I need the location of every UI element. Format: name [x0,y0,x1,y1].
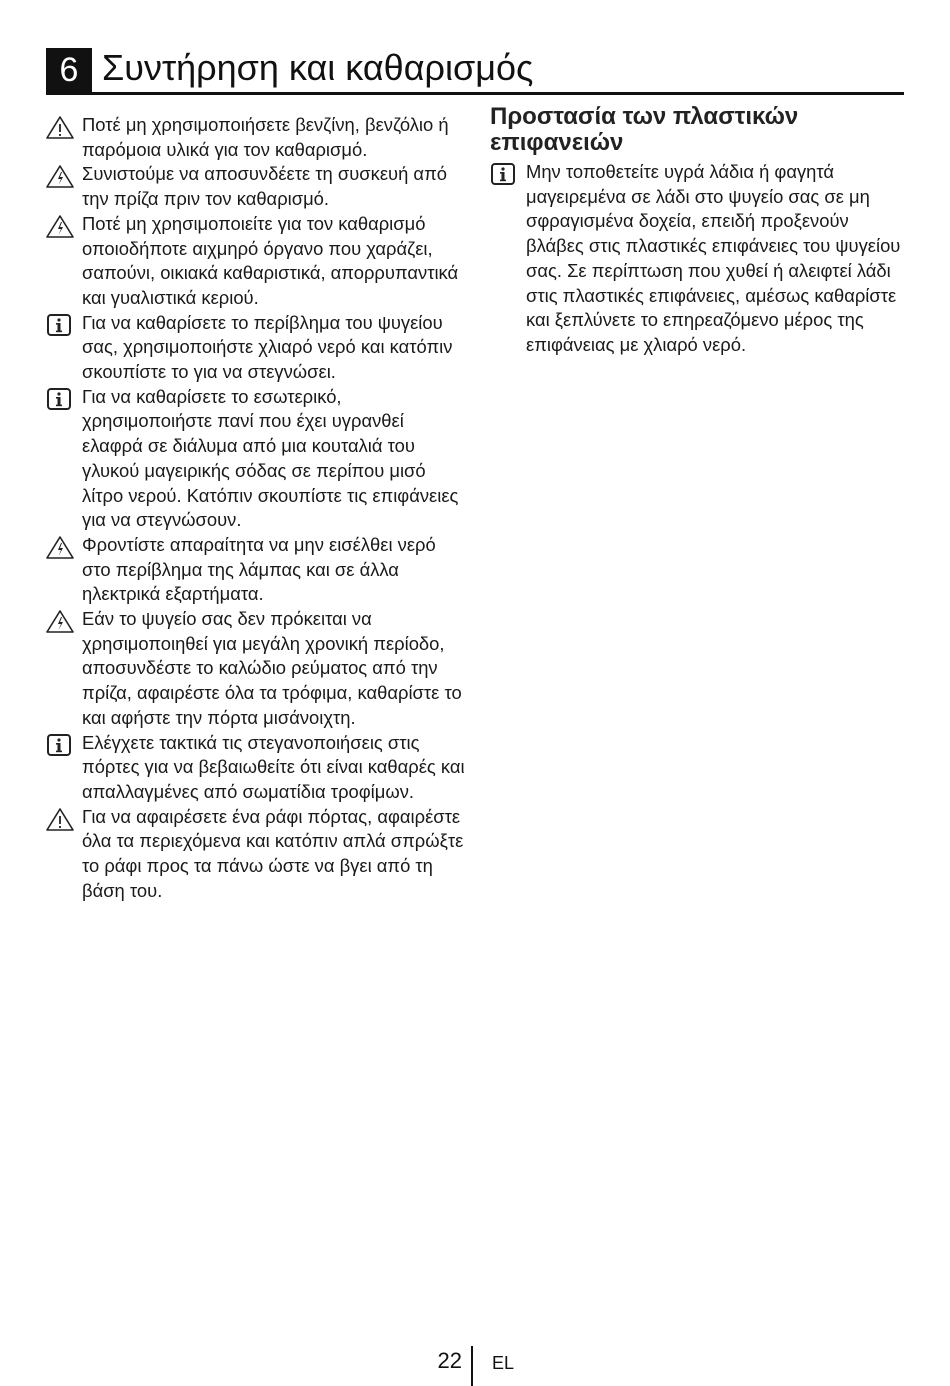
list-item [46,533,466,607]
list-item [46,607,466,731]
electrical-hazard-icon [46,164,74,188]
warning-triangle-icon [46,115,74,139]
electrical-hazard-icon [46,609,74,633]
list-item-text: Για να αφαιρέσετε ένα ράφι πόρτας, αφαιρέστε όλα τα περιεχόμενα και κατόπιν απλά σπρώξτε το ράφι προς τα πάνω ώστε να βγει από τη βάση του. [82,805,464,901]
page-number: 22 [437,1348,462,1373]
list-item-text: Για να καθαρίσετε το περίβλημα του ψυγείου σας, χρησιμοποιήστε χλιαρό νερό και κατόπιν σκουπίστε το για να στεγνώσει. [82,311,453,383]
chapter-title: Συντήρηση και καθαρισμός [102,47,534,88]
list-item-text: Ποτέ μη χρησιμοποιήσετε βενζίνη, βενζόλιο ή παρόμοια υλικά για τον καθαρισμό. [82,114,449,160]
list-item-text: Μην τοποθετείτε υγρά λάδια ή φαγητά μαγειρεμένα σε λάδι στο ψυγείο σας σε μη σφραγισμένα δοχεία, επειδή προξενούν βλάβες στις πλαστικές επιφάνειες του ψυγείου σας. Σε περίπτωση που χυθεί ή αλειφτεί λάδι στις πλαστικές επιφάνειες, αμέσως καθαρίστε και ξεπλύνετε το επηρεαζόμενο μέρος της επιφάνειας με χλιαρό νερό. [526,161,901,355]
chapter-header [46,48,904,95]
list-item [46,162,466,211]
electrical-hazard-icon [46,214,74,238]
info-icon [490,162,518,186]
language-code: EL [492,1353,515,1373]
warning-triangle-icon [46,807,74,831]
info-icon [46,387,74,411]
list-item [46,113,466,162]
list-item [46,385,466,533]
list-item [46,731,466,805]
section-title: Προστασία των πλαστικών επιφανειών [490,103,799,156]
left-column [46,113,466,904]
list-item [46,311,466,385]
list-item-text: Εάν το ψυγείο σας δεν πρόκειται να χρησιμοποιηθεί για μεγάλη χρονική περίοδο, αποσυνδέστε το καλώδιο ρεύματος από την πρίζα, αφαιρέστε όλα τα τρόφιμα, καθαρίστε το και αφήστε την πόρτα μισάνοιχτη. [82,608,462,728]
list-item-text: Συνιστούμε να αποσυνδέετε τη συσκευή από την πρίζα πριν τον καθαρισμό. [82,163,447,210]
footer-divider [471,1346,473,1386]
list-item-text: Ποτέ μη χρησιμοποιείτε για τον καθαρισμό οποιοδήποτε αιχμηρό όργανο που χαράζει, σαπούνι, οικιακά καθαριστικά, απορρυπαντικά και γυαλιστικά κεριού. [82,212,459,308]
info-icon [46,313,74,337]
list-item [46,212,466,311]
list-item [490,160,910,358]
list-item-text: Φροντίστε απαραίτητα να μην εισέλθει νερό στο περίβλημα της λάμπας και σε άλλα ηλεκτρικά εξαρτήματα. [82,533,436,605]
electrical-hazard-icon [46,535,74,559]
list-item-text: Για να καθαρίσετε το εσωτερικό, χρησιμοποιήστε πανί που έχει υγρανθεί ελαφρά σε διάλυμα από μια κουταλιά του γλυκού μαγειρικής σόδας σε περίπου μισό λίτρο νερού. Κατόπιν σκουπίστε τις επιφάνειες για να στεγνώσουν. [82,385,459,531]
chapter-number-badge: 6 [46,48,92,92]
right-column [490,104,910,358]
info-icon [46,733,74,757]
list-item [46,805,466,904]
list-item-text: Ελέγχετε τακτικά τις στεγανοποιήσεις στις πόρτες για να βεβαιωθείτε ότι είναι καθαρές και απαλλαγμένες από σωματίδια τροφίμων. [82,731,465,802]
